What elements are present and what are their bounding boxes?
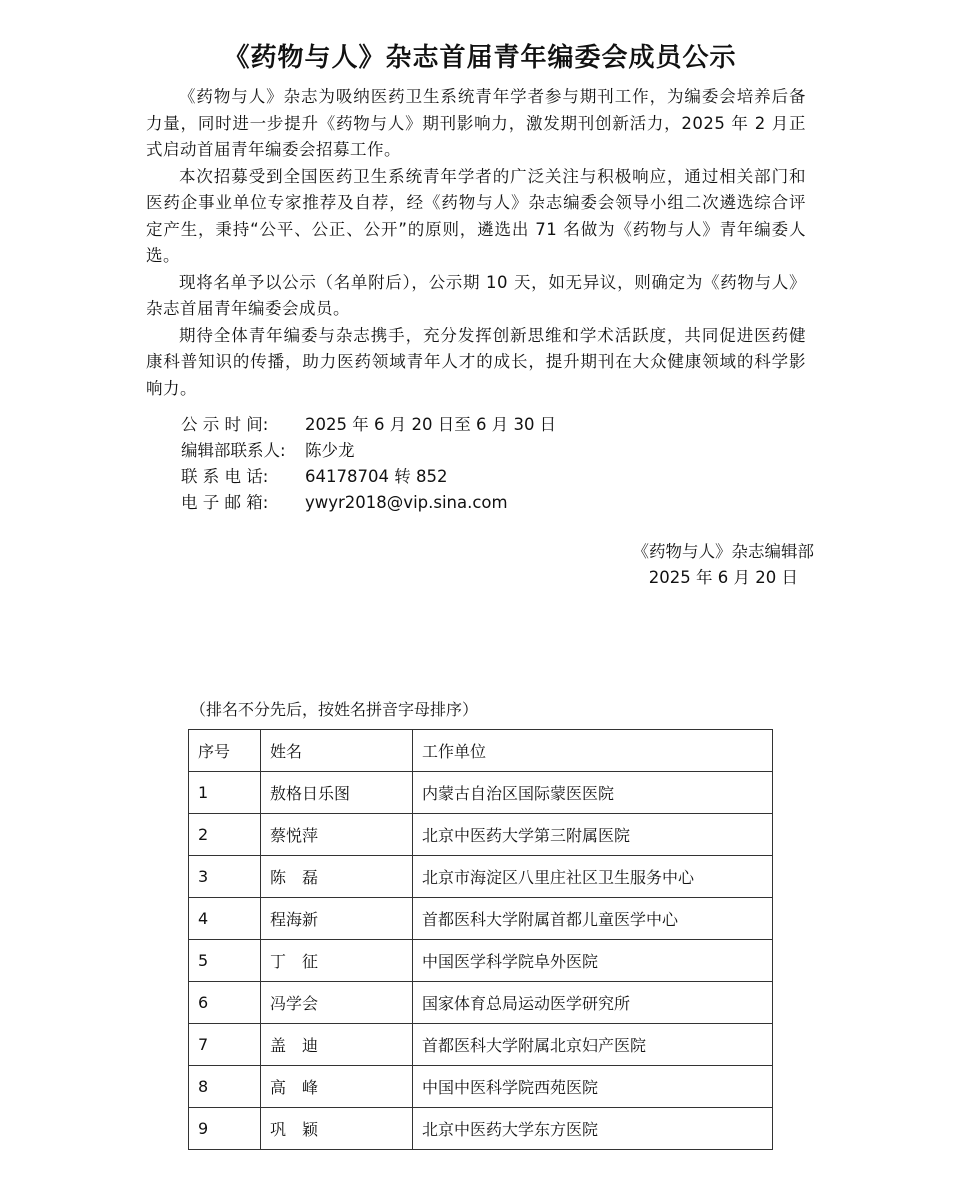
- table-header-row: [189, 730, 773, 772]
- header-number: 序号: [189, 730, 261, 772]
- contact-row-email: [181, 490, 556, 516]
- table-row: [189, 772, 773, 814]
- row-workplace: 内蒙古自治区国际蒙医医院: [413, 772, 773, 814]
- row-name: 盖 迪: [261, 1024, 413, 1066]
- contact-person-label: 编辑部联系人:: [181, 441, 286, 460]
- row-name: 陈 磊: [261, 856, 413, 898]
- row-workplace: 首都医科大学附属北京妇产医院: [413, 1024, 773, 1066]
- table-row: [189, 856, 773, 898]
- announcement-body: [146, 84, 806, 402]
- period-value: 2025 年 6 月 20 日至 6 月 30 日: [305, 415, 557, 434]
- phone-value: 64178704 转 852: [305, 467, 448, 486]
- row-workplace: 北京市海淀区八里庄社区卫生服务中心: [413, 856, 773, 898]
- row-name: 敖格日乐图: [261, 772, 413, 814]
- row-number: 1: [189, 772, 261, 814]
- email-value: ywyr2018@vip.sina.com: [305, 493, 508, 512]
- row-number: 8: [189, 1066, 261, 1108]
- signature-date: 2025 年 6 月 20 日: [648, 568, 798, 587]
- signature-block: [633, 539, 815, 591]
- row-workplace: 中国医学科学院阜外医院: [413, 940, 773, 982]
- table-row: [189, 940, 773, 982]
- table-row: [189, 898, 773, 940]
- phone-label: 联 系 电 话:: [181, 467, 269, 486]
- page-title: 《药物与人》杂志首届青年编委会成员公示: [223, 43, 737, 73]
- row-number: 4: [189, 898, 261, 940]
- row-number: 7: [189, 1024, 261, 1066]
- paragraph-expectation: 期待全体青年编委与杂志携手，充分发挥创新思维和学术活跃度，共同促进医药健康科普知识的传播，助力医药领域青年人才的成长，提升期刊在大众健康领域的科学影响力。: [146, 325, 806, 398]
- header-workplace: 工作单位: [413, 730, 773, 772]
- row-name: 巩 颖: [261, 1108, 413, 1150]
- row-number: 6: [189, 982, 261, 1024]
- row-name: 冯学会: [261, 982, 413, 1024]
- row-workplace: 首都医科大学附属首都儿童医学中心: [413, 898, 773, 940]
- row-workplace: 国家体育总局运动医学研究所: [413, 982, 773, 1024]
- row-number: 3: [189, 856, 261, 898]
- email-label: 电 子 邮 箱:: [181, 493, 269, 512]
- paragraph-selection: 本次招募受到全国医药卫生系统青年学者的广泛关注与积极响应，通过相关部门和医药企事业单位专家推荐及自荐，经《药物与人》杂志编委会领导小组二次遴选综合评定产生，秉持“公平、公正、公开”的原则，遴选出 71 名做为《药物与人》青年编委人选。: [146, 166, 806, 265]
- contact-row-period: [181, 412, 556, 438]
- row-workplace: 北京中医药大学第三附属医院: [413, 814, 773, 856]
- row-number: 5: [189, 940, 261, 982]
- table-row: [189, 1108, 773, 1150]
- paragraph-intro: 《药物与人》杂志为吸纳医药卫生系统青年学者参与期刊工作，为编委会培养后备力量，同时进一步提升《药物与人》期刊影响力，激发期刊创新活力，2025 年 2 月正式启动首届青年编委会招募工作。: [146, 87, 806, 159]
- table-row: [189, 1024, 773, 1066]
- row-name: 丁 征: [261, 940, 413, 982]
- table-row: [189, 982, 773, 1024]
- table-row: [189, 1066, 773, 1108]
- period-label: 公 示 时 间:: [181, 415, 269, 434]
- row-workplace: 北京中医药大学东方医院: [413, 1108, 773, 1150]
- member-table: [188, 729, 773, 1150]
- contact-row-phone: [181, 464, 556, 490]
- contact-row-person: [181, 438, 556, 464]
- row-name: 程海新: [261, 898, 413, 940]
- contact-person-value: 陈少龙: [305, 441, 355, 460]
- row-number: 2: [189, 814, 261, 856]
- contact-info: [181, 412, 556, 516]
- paragraph-publicity: 现将名单予以公示（名单附后），公示期 10 天，如无异议，则确定为《药物与人》杂志首届青年编委会成员。: [146, 272, 806, 318]
- row-number: 9: [189, 1108, 261, 1150]
- row-name: 蔡悦萍: [261, 814, 413, 856]
- row-name: 高 峰: [261, 1066, 413, 1108]
- header-name: 姓名: [261, 730, 413, 772]
- list-note: （排名不分先后，按姓名拼音字母排序）: [190, 700, 479, 719]
- row-workplace: 中国中医科学院西苑医院: [413, 1066, 773, 1108]
- signature-org: 《药物与人》杂志编辑部: [632, 542, 814, 561]
- table-row: [189, 814, 773, 856]
